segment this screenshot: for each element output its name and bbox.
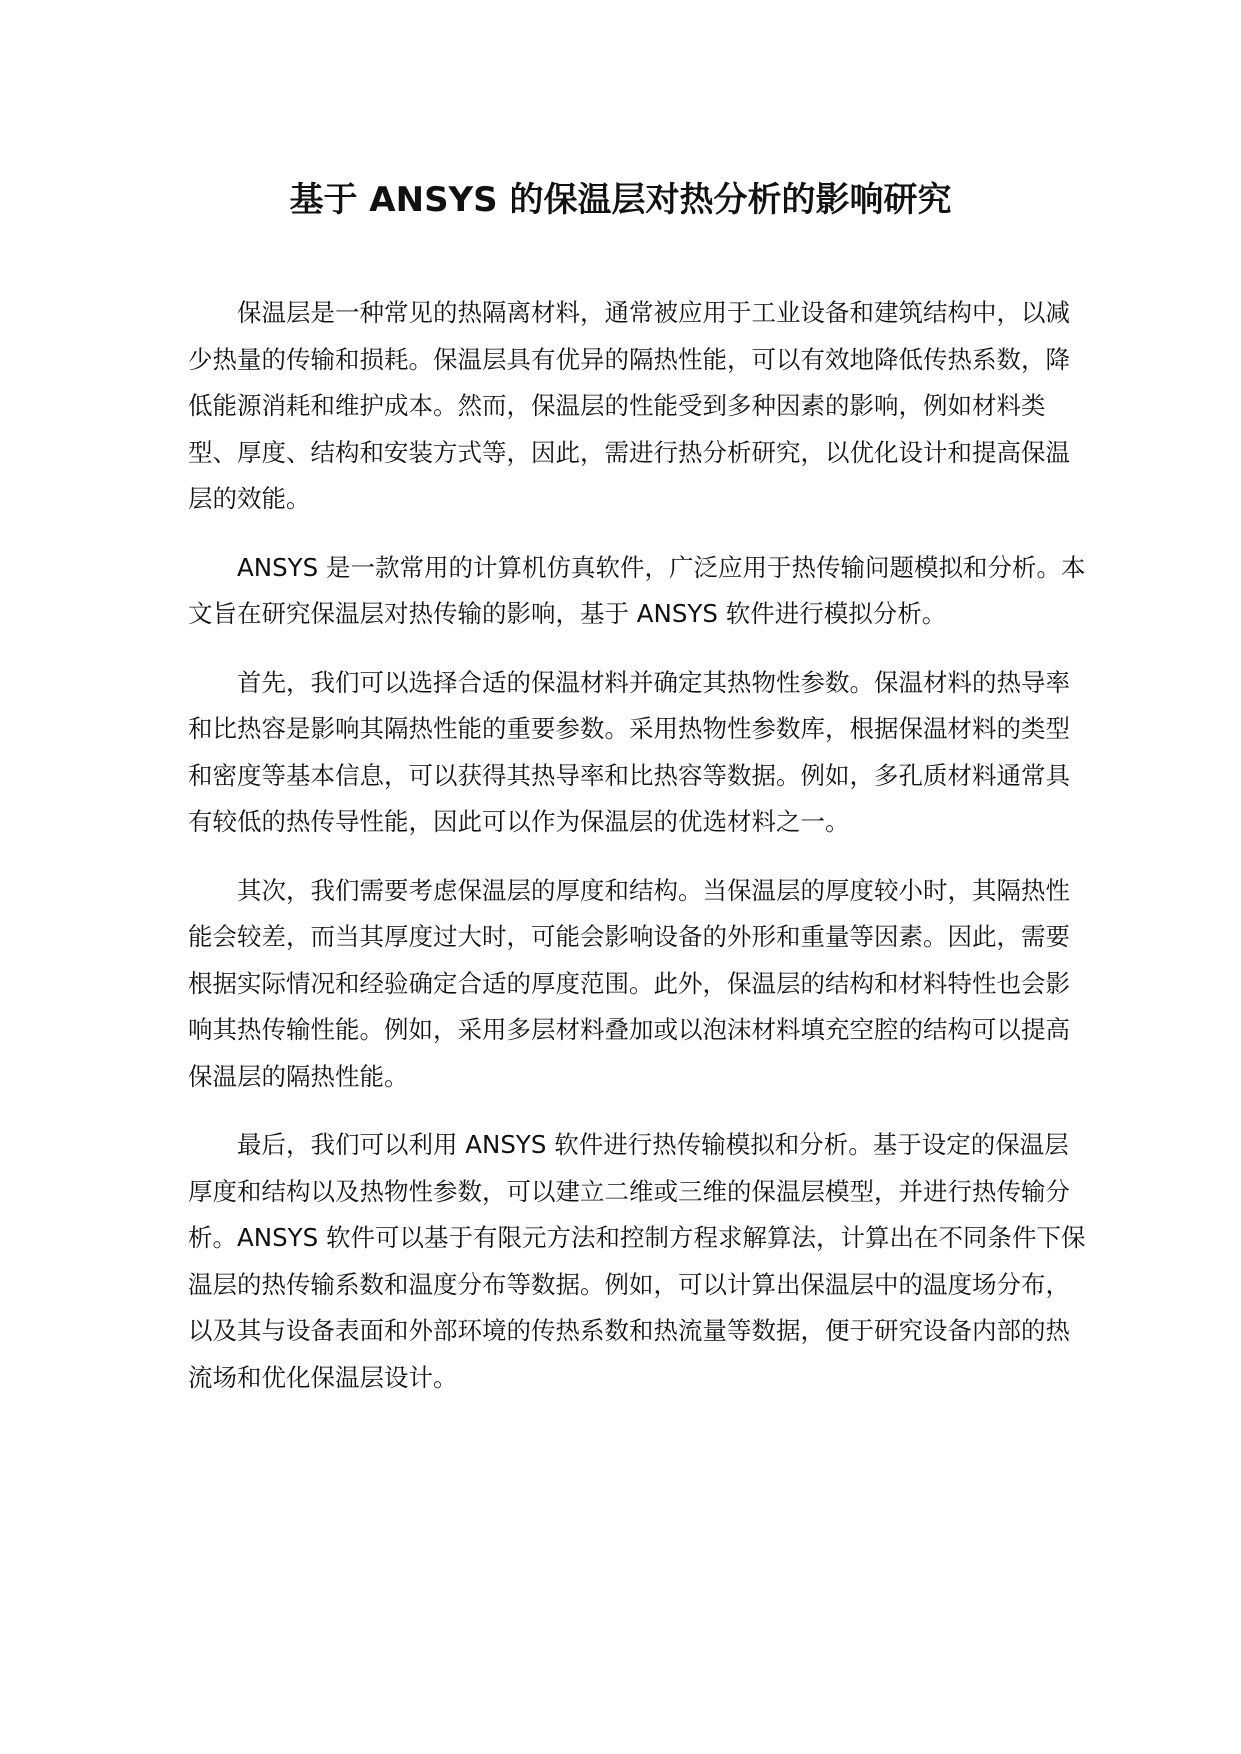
paragraph-intro: 保温层是一种常见的热隔离材料，通常被应用于工业设备和建筑结构中，以减少热量的传输和损耗。保温层具有优异的隔热性能，可以有效地降低传热系数，降低能源消耗和维护成本。然而，保温层的性能受到多种因素的影响，例如材料类型、厚度、结构和安装方式等，因此，需进行热分析研究，以优化设计和提高保温层的效能。: [188, 298, 1070, 513]
paragraph-simulation: 最后，我们可以利用 ANSYS 软件进行热传输模拟和分析。基于设定的保温层厚度和结构以及热物性参数，可以建立二维或三维的保温层模型，并进行热传输分析。ANSYS 软件可以基于有限元方法和控制方程求解算法，计算出在不同条件下保温层的热传输系数和温度分布等数据。例如，可以计算出保温层中的温度场分布，以及其与设备表面和外部环境的传热系数和热流量等数据，便于研究设备内部的热流场和优化保温层设计。: [188, 1130, 1086, 1392]
paragraph-thickness: 其次，我们需要考虑保温层的厚度和结构。当保温层的厚度较小时，其隔热性能会较差，而当其厚度过大时，可能会影响设备的外形和重量等因素。因此，需要根据实际情况和经验确定合适的厚度范围。此外，保温层的结构和材料特性也会影响其热传输性能。例如，采用多层材料叠加或以泡沫材料填充空腔的结构可以提高保温层的隔热性能。: [188, 875, 1070, 1091]
paragraph-material: 首先，我们可以选择合适的保温材料并确定其热物性参数。保温材料的热导率和比热容是影响其隔热性能的重要参数。采用热物性参数库，根据保温材料的类型和密度等基本信息，可以获得其热导率和比热容等数据。例如，多孔质材料通常具有较低的热传导性能，因此可以作为保温层的优选材料之一。: [188, 667, 1070, 836]
document-body: [188, 290, 1088, 1423]
paragraph-ansys: ANSYS 是一款常用的计算机仿真软件，广泛应用于热传输问题模拟和分析。本文旨在研究保温层对热传输的影响，基于 ANSYS 软件进行模拟分析。: [188, 552, 1086, 628]
document-title: 基于 ANSYS 的保温层对热分析的影响研究: [289, 180, 952, 220]
